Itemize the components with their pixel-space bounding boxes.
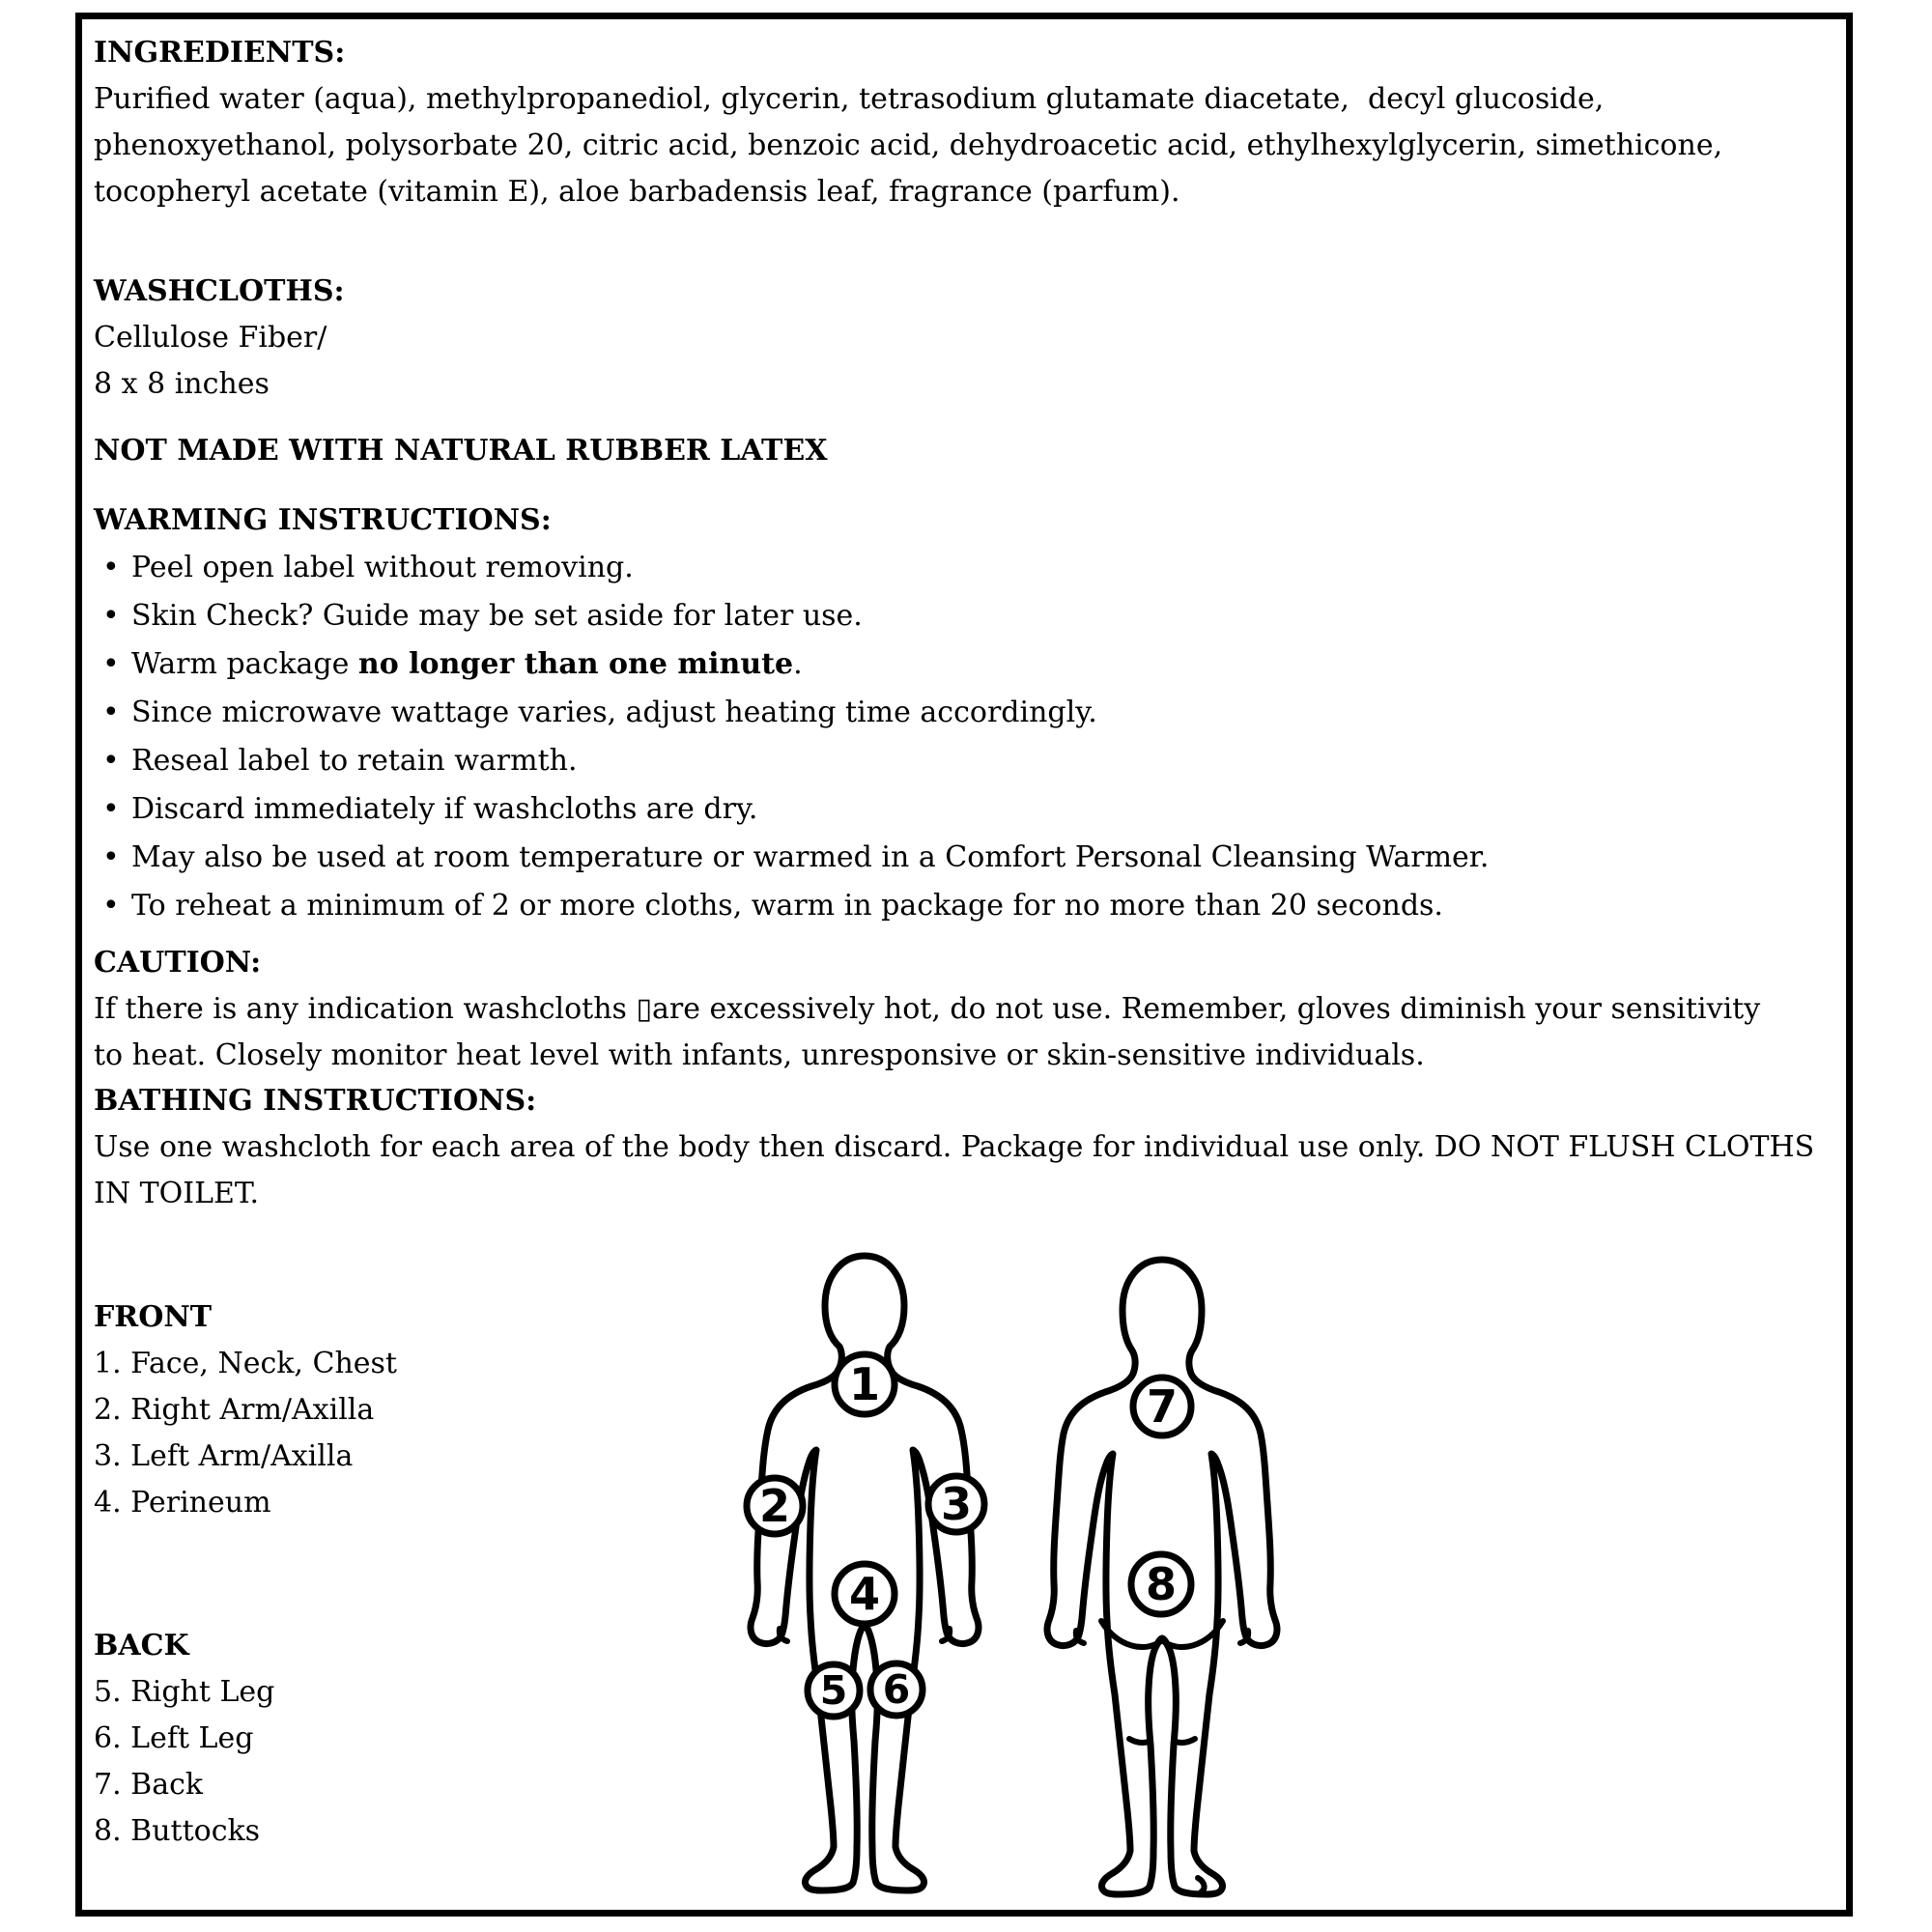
warming-bullet-text: .: [793, 647, 803, 681]
bullet-marker: •: [102, 889, 120, 923]
back-buttocks-lines: [1101, 1621, 1223, 1647]
back-list-item: 7. Back: [94, 1768, 204, 1802]
caution-line: If there is any indication washcloths ▯are excessively hot, do not use. Remember, gloves diminish your sensitivity: [94, 992, 1761, 1026]
caution-line: to heat. Closely monitor heat level with infants, unresponsive or skin-sensitive individuals.: [94, 1038, 1425, 1072]
warming-bullet: [94, 544, 1489, 592]
back-list-item: 6. Left Leg: [94, 1721, 254, 1755]
front-marker-2: [747, 1478, 803, 1534]
back-list-item: 5. Right Leg: [94, 1675, 275, 1709]
front-list-heading: FRONT: [94, 1300, 213, 1334]
front-marker-number: 2: [758, 1480, 791, 1532]
front-list-item: 3. Left Arm/Axilla: [94, 1439, 354, 1473]
back-list-heading: BACK: [94, 1629, 189, 1662]
ingredients-heading: INGREDIENTS:: [94, 36, 346, 70]
latex-notice-text: NOT MADE WITH NATURAL RUBBER LATEX: [94, 434, 828, 468]
body-diagram-back-view: [1008, 1250, 1317, 1911]
front-marker-number: 4: [848, 1568, 881, 1620]
washcloths-line: Cellulose Fiber/: [94, 321, 327, 355]
bathing-line: IN TOILET.: [94, 1177, 260, 1210]
washcloths-line: 8 x 8 inches: [94, 367, 270, 401]
back-marker-number: 7: [1146, 1380, 1179, 1433]
warming-bullet: [94, 834, 1489, 882]
front-list-item: 4. Perineum: [94, 1486, 271, 1520]
section-front-list: [94, 1294, 397, 1526]
warming-bullet-text: Peel open label without removing.: [131, 551, 634, 584]
bullet-marker: •: [102, 551, 120, 584]
bullet-marker: •: [102, 696, 120, 729]
bullet-marker: •: [102, 744, 120, 778]
front-marker-5: [808, 1664, 860, 1717]
front-marker-6: [870, 1663, 923, 1716]
body-diagram-front-view: [710, 1248, 1019, 1905]
front-list-item: 1. Face, Neck, Chest: [94, 1347, 397, 1380]
warming-bullet-text: Since microwave wattage varies, adjust heating time accordingly.: [131, 696, 1097, 729]
back-list-item: 8. Buttocks: [94, 1814, 261, 1848]
warming-heading: WARMING INSTRUCTIONS:: [94, 503, 552, 537]
section-caution: [94, 940, 1760, 1079]
section-latex-notice: [94, 428, 828, 474]
warming-bullet-text: Warm package: [131, 647, 358, 681]
caution-heading: CAUTION:: [94, 946, 262, 980]
ingredients-line: Purified water (aqua), methylpropanediol, glycerin, tetrasodium glutamate diacetate, decyl glucoside,: [94, 82, 1605, 116]
bathing-line: Use one washcloth for each area of the body then discard. Package for individual use only. DO NOT FLUSH CLOTHS: [94, 1130, 1815, 1164]
back-marker-8: [1131, 1554, 1191, 1614]
warming-bullet-bold-text: no longer than one minute: [357, 647, 794, 681]
back-knee-creases: [1129, 1739, 1195, 1743]
warming-bullet: [94, 737, 1489, 785]
section-bathing-instructions: [94, 1078, 1814, 1217]
warming-bullet-text: Reseal label to retain warmth.: [131, 744, 578, 778]
warming-bullet: [94, 689, 1489, 737]
ingredients-line: phenoxyethanol, polysorbate 20, citric acid, benzoic acid, dehydroacetic acid, ethylhexylglycerin, simethicone,: [94, 128, 1723, 162]
section-warming-instructions: [94, 497, 1489, 930]
bullet-marker: •: [102, 840, 120, 874]
warming-bullet: [94, 785, 1489, 834]
section-washcloths: [94, 269, 345, 408]
back-heel-line: [1198, 1878, 1205, 1892]
section-ingredients: [94, 30, 1722, 215]
front-marker-number: 3: [940, 1478, 973, 1530]
front-marker-1: [835, 1354, 895, 1414]
front-marker-number: 5: [819, 1667, 848, 1714]
warming-bullet-text: Discard immediately if washcloths are dry.: [131, 792, 758, 826]
back-marker-7: [1133, 1378, 1191, 1435]
front-list-item: 2. Right Arm/Axilla: [94, 1393, 375, 1427]
back-marker-number: 8: [1145, 1558, 1178, 1610]
front-marker-number: 1: [848, 1358, 881, 1410]
warming-bullet: [94, 882, 1489, 930]
warming-bullet-text: Skin Check? Guide may be set aside for later use.: [131, 599, 863, 633]
warming-bullet-text: To reheat a minimum of 2 or more cloths, warm in package for no more than 20 seconds.: [131, 889, 1443, 923]
section-back-list: [94, 1623, 274, 1855]
front-marker-3: [928, 1476, 984, 1532]
bullet-marker: •: [102, 647, 120, 681]
bathing-heading: BATHING INSTRUCTIONS:: [94, 1084, 537, 1118]
front-marker-number: 6: [882, 1666, 911, 1713]
washcloths-heading: WASHCLOTHS:: [94, 274, 345, 308]
warming-bullet-text: May also be used at room temperature or warmed in a Comfort Personal Cleansing Warmer.: [131, 840, 1490, 874]
warming-bullet: [94, 640, 1489, 689]
front-marker-4: [835, 1564, 895, 1624]
bullet-marker: •: [102, 792, 120, 826]
ingredients-line: tocopheryl acetate (vitamin E), aloe barbadensis leaf, fragrance (parfum).: [94, 175, 1180, 209]
warming-bullet: [94, 592, 1489, 640]
bullet-marker: •: [102, 599, 120, 633]
